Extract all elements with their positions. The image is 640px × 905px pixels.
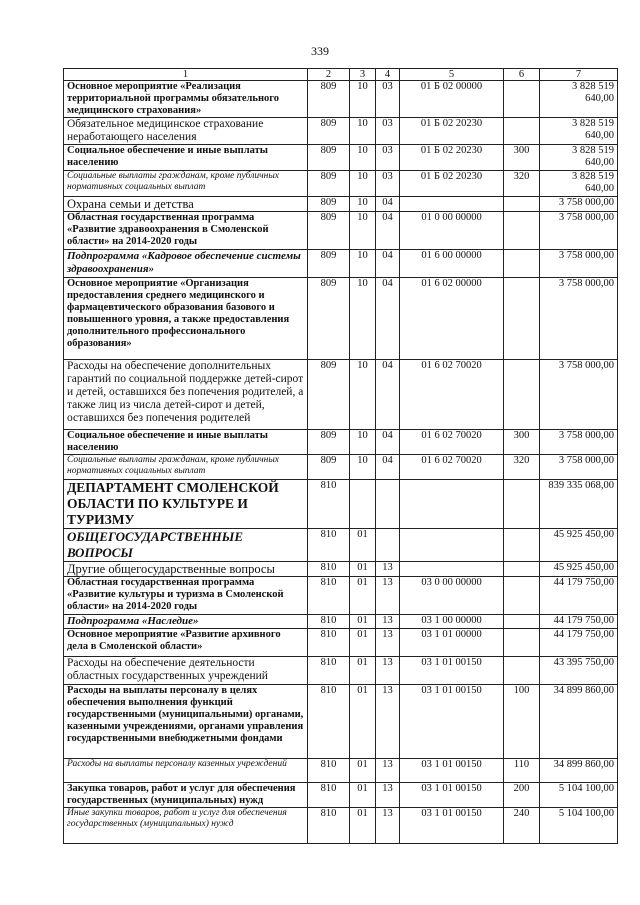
section-code-cell: 10	[350, 360, 376, 430]
item-name-cell: Расходы на выплаты персоналу в целях обеспечения выполнения функций государственными (муниципальными) органами, казенными учреждениями, органами управления государственными внебюджетными фондами	[64, 685, 308, 759]
ministry-code-cell: 810	[308, 808, 350, 844]
ministry-code-cell: 810	[308, 577, 350, 615]
section-code-cell	[350, 480, 376, 529]
expense-type-cell	[504, 278, 540, 360]
subsection-code-cell: 03	[376, 145, 400, 171]
item-name-cell: ОБЩЕГОСУДАРСТВЕННЫЕ ВОПРОСЫ	[64, 529, 308, 562]
target-article-cell: 03 1 01 00150	[400, 783, 504, 808]
table-row	[64, 577, 618, 615]
column-header: 6	[504, 69, 540, 81]
subsection-code-cell: 03	[376, 81, 400, 118]
subsection-code-cell: 13	[376, 577, 400, 615]
item-name-cell: Основное мероприятие «Организация предоставления среднего медицинского и фармацевтического образования базового и повышенного уровня, а также предоставления дополнительного профессионального образования»	[64, 278, 308, 360]
amount-cell: 45 925 450,00	[540, 529, 618, 562]
amount-cell: 3 758 000,00	[540, 212, 618, 250]
ministry-code-cell: 809	[308, 145, 350, 171]
expense-type-cell: 300	[504, 430, 540, 455]
target-article-cell: 03 1 01 00000	[400, 629, 504, 657]
ministry-code-cell: 810	[308, 615, 350, 629]
header-row	[64, 69, 618, 81]
amount-cell: 34 899 860,00	[540, 759, 618, 783]
column-header: 2	[308, 69, 350, 81]
target-article-cell: 01 6 02 00000	[400, 278, 504, 360]
section-code-cell: 10	[350, 278, 376, 360]
item-name-cell: Расходы на обеспечение дополнительных гарантий по социальной поддержке детей-сирот и детей, оставшихся без попечения родителей, а также лиц из числа детей-сирот и детей, оставшихся без попечения родителей	[64, 360, 308, 430]
table-body	[64, 81, 618, 844]
section-code-cell: 01	[350, 657, 376, 685]
subsection-code-cell: 04	[376, 212, 400, 250]
section-code-cell: 10	[350, 455, 376, 480]
expense-type-cell: 300	[504, 145, 540, 171]
expense-type-cell: 200	[504, 783, 540, 808]
amount-cell: 3 758 000,00	[540, 278, 618, 360]
expense-type-cell: 320	[504, 171, 540, 197]
ministry-code-cell: 810	[308, 783, 350, 808]
amount-cell: 44 179 750,00	[540, 577, 618, 615]
item-name-cell: Социальное обеспечение и иные выплаты населению	[64, 430, 308, 455]
target-article-cell: 03 1 01 00150	[400, 685, 504, 759]
section-code-cell: 01	[350, 808, 376, 844]
amount-cell: 839 335 068,00	[540, 480, 618, 529]
expense-type-cell	[504, 577, 540, 615]
item-name-cell: ДЕПАРТАМЕНТ СМОЛЕНСКОЙ ОБЛАСТИ ПО КУЛЬТУРЕ И ТУРИЗМУ	[64, 480, 308, 529]
target-article-cell: 01 6 02 70020	[400, 360, 504, 430]
amount-cell: 45 925 450,00	[540, 562, 618, 577]
expense-type-cell: 100	[504, 685, 540, 759]
target-article-cell	[400, 480, 504, 529]
subsection-code-cell: 13	[376, 562, 400, 577]
ministry-code-cell: 810	[308, 529, 350, 562]
expense-type-cell	[504, 360, 540, 430]
item-name-cell: Закупка товаров, работ и услуг для обеспечения государственных (муниципальных) нужд	[64, 783, 308, 808]
subsection-code-cell: 04	[376, 278, 400, 360]
item-name-cell: Охрана семьи и детства	[64, 197, 308, 212]
section-code-cell: 01	[350, 759, 376, 783]
budget-table	[63, 68, 618, 844]
target-article-cell: 03 1 01 00150	[400, 759, 504, 783]
subsection-code-cell	[376, 529, 400, 562]
table-row	[64, 212, 618, 250]
section-code-cell: 10	[350, 197, 376, 212]
target-article-cell: 03 1 01 00150	[400, 808, 504, 844]
item-name-cell: Социальные выплаты гражданам, кроме публичных нормативных социальных выплат	[64, 455, 308, 480]
amount-cell: 5 104 100,00	[540, 808, 618, 844]
section-code-cell: 10	[350, 145, 376, 171]
target-article-cell: 01 6 02 70020	[400, 455, 504, 480]
ministry-code-cell: 810	[308, 629, 350, 657]
section-code-cell: 10	[350, 430, 376, 455]
ministry-code-cell: 810	[308, 480, 350, 529]
table-row	[64, 430, 618, 455]
subsection-code-cell: 13	[376, 629, 400, 657]
amount-cell: 3 758 000,00	[540, 455, 618, 480]
section-code-cell: 10	[350, 212, 376, 250]
expense-type-cell: 320	[504, 455, 540, 480]
item-name-cell: Обязательное медицинское страхование неработающего населения	[64, 118, 308, 145]
table-row	[64, 197, 618, 212]
table-row	[64, 529, 618, 562]
subsection-code-cell: 13	[376, 759, 400, 783]
table-row	[64, 562, 618, 577]
section-code-cell: 01	[350, 685, 376, 759]
target-article-cell: 03 1 00 00000	[400, 615, 504, 629]
item-name-cell: Основное мероприятие «Реализация территориальной программы обязательного медицинского страхования»	[64, 81, 308, 118]
ministry-code-cell: 810	[308, 562, 350, 577]
section-code-cell: 01	[350, 615, 376, 629]
section-code-cell: 01	[350, 529, 376, 562]
target-article-cell	[400, 529, 504, 562]
item-name-cell: Подпрограмма «Кадровое обеспечение системы здравоохранения»	[64, 250, 308, 278]
target-article-cell	[400, 197, 504, 212]
column-header: 3	[350, 69, 376, 81]
amount-cell: 43 395 750,00	[540, 657, 618, 685]
expense-type-cell	[504, 562, 540, 577]
amount-cell: 44 179 750,00	[540, 615, 618, 629]
subsection-code-cell: 04	[376, 360, 400, 430]
expense-type-cell	[504, 212, 540, 250]
table-row	[64, 145, 618, 171]
table-row	[64, 480, 618, 529]
ministry-code-cell: 809	[308, 212, 350, 250]
table-row	[64, 81, 618, 118]
section-code-cell: 01	[350, 577, 376, 615]
table-row	[64, 360, 618, 430]
amount-cell: 3 758 000,00	[540, 250, 618, 278]
item-name-cell: Иные закупки товаров, работ и услуг для обеспечения государственных (муниципальных) нужд	[64, 808, 308, 844]
target-article-cell: 03 1 01 00150	[400, 657, 504, 685]
column-header: 1	[64, 69, 308, 81]
section-code-cell: 01	[350, 629, 376, 657]
ministry-code-cell: 809	[308, 250, 350, 278]
subsection-code-cell: 03	[376, 118, 400, 145]
table-row	[64, 808, 618, 844]
amount-cell: 34 899 860,00	[540, 685, 618, 759]
table-row	[64, 629, 618, 657]
ministry-code-cell: 809	[308, 430, 350, 455]
subsection-code-cell: 04	[376, 250, 400, 278]
subsection-code-cell: 03	[376, 171, 400, 197]
column-header: 4	[376, 69, 400, 81]
section-code-cell: 10	[350, 171, 376, 197]
table-row	[64, 615, 618, 629]
table-row	[64, 759, 618, 783]
target-article-cell: 03 0 00 00000	[400, 577, 504, 615]
ministry-code-cell: 809	[308, 360, 350, 430]
subsection-code-cell: 04	[376, 197, 400, 212]
ministry-code-cell: 809	[308, 171, 350, 197]
target-article-cell	[400, 562, 504, 577]
expense-type-cell	[504, 629, 540, 657]
table-row	[64, 685, 618, 759]
item-name-cell: Социальные выплаты гражданам, кроме публичных нормативных социальных выплат	[64, 171, 308, 197]
amount-cell: 3 758 000,00	[540, 197, 618, 212]
item-name-cell: Расходы на выплаты персоналу казенных учреждений	[64, 759, 308, 783]
ministry-code-cell: 810	[308, 759, 350, 783]
amount-cell: 3 828 519 640,00	[540, 81, 618, 118]
table-row	[64, 278, 618, 360]
ministry-code-cell: 809	[308, 197, 350, 212]
amount-cell: 3 758 000,00	[540, 360, 618, 430]
column-header: 5	[400, 69, 504, 81]
amount-cell: 3 828 519 640,00	[540, 145, 618, 171]
amount-cell: 5 104 100,00	[540, 783, 618, 808]
section-code-cell: 10	[350, 81, 376, 118]
table-row	[64, 118, 618, 145]
expense-type-cell	[504, 480, 540, 529]
section-code-cell: 10	[350, 118, 376, 145]
item-name-cell: Областная государственная программа «Развитие культуры и туризма в Смоленской области» на 2014-2020 годы	[64, 577, 308, 615]
table-row	[64, 171, 618, 197]
item-name-cell: Областная государственная программа «Развитие здравоохранения в Смоленской области» на 2014-2020 годы	[64, 212, 308, 250]
subsection-code-cell: 13	[376, 685, 400, 759]
amount-cell: 3 828 519 640,00	[540, 171, 618, 197]
target-article-cell: 01 6 00 00000	[400, 250, 504, 278]
ministry-code-cell: 809	[308, 278, 350, 360]
item-name-cell: Расходы на обеспечение деятельности областных государственных учреждений	[64, 657, 308, 685]
item-name-cell: Основное мероприятие «Развитие архивного дела в Смоленской области»	[64, 629, 308, 657]
item-name-cell: Подпрограмма «Наследие»	[64, 615, 308, 629]
section-code-cell: 10	[350, 250, 376, 278]
expense-type-cell: 110	[504, 759, 540, 783]
subsection-code-cell: 13	[376, 808, 400, 844]
target-article-cell: 01 0 00 00000	[400, 212, 504, 250]
subsection-code-cell: 13	[376, 657, 400, 685]
expense-type-cell	[504, 250, 540, 278]
section-code-cell: 01	[350, 562, 376, 577]
amount-cell: 3 828 519 640,00	[540, 118, 618, 145]
target-article-cell: 01 6 02 70020	[400, 430, 504, 455]
table-row	[64, 657, 618, 685]
subsection-code-cell	[376, 480, 400, 529]
subsection-code-cell: 13	[376, 783, 400, 808]
target-article-cell: 01 Б 02 20230	[400, 145, 504, 171]
target-article-cell: 01 Б 02 00000	[400, 81, 504, 118]
amount-cell: 3 758 000,00	[540, 430, 618, 455]
expense-type-cell	[504, 529, 540, 562]
subsection-code-cell: 04	[376, 430, 400, 455]
expense-type-cell	[504, 197, 540, 212]
table-row	[64, 250, 618, 278]
ministry-code-cell: 810	[308, 685, 350, 759]
table-row	[64, 455, 618, 480]
expense-type-cell	[504, 615, 540, 629]
expense-type-cell	[504, 81, 540, 118]
page-number: 339	[311, 44, 329, 58]
expense-type-cell	[504, 118, 540, 145]
section-code-cell: 01	[350, 783, 376, 808]
subsection-code-cell: 13	[376, 615, 400, 629]
expense-type-cell: 240	[504, 808, 540, 844]
ministry-code-cell: 810	[308, 657, 350, 685]
target-article-cell: 01 Б 02 20230	[400, 118, 504, 145]
column-header: 7	[540, 69, 618, 81]
amount-cell: 44 179 750,00	[540, 629, 618, 657]
item-name-cell: Социальное обеспечение и иные выплаты населению	[64, 145, 308, 171]
expense-type-cell	[504, 657, 540, 685]
item-name-cell: Другие общегосударственные вопросы	[64, 562, 308, 577]
target-article-cell: 01 Б 02 20230	[400, 171, 504, 197]
ministry-code-cell: 809	[308, 81, 350, 118]
subsection-code-cell: 04	[376, 455, 400, 480]
ministry-code-cell: 809	[308, 455, 350, 480]
table-row	[64, 783, 618, 808]
ministry-code-cell: 809	[308, 118, 350, 145]
